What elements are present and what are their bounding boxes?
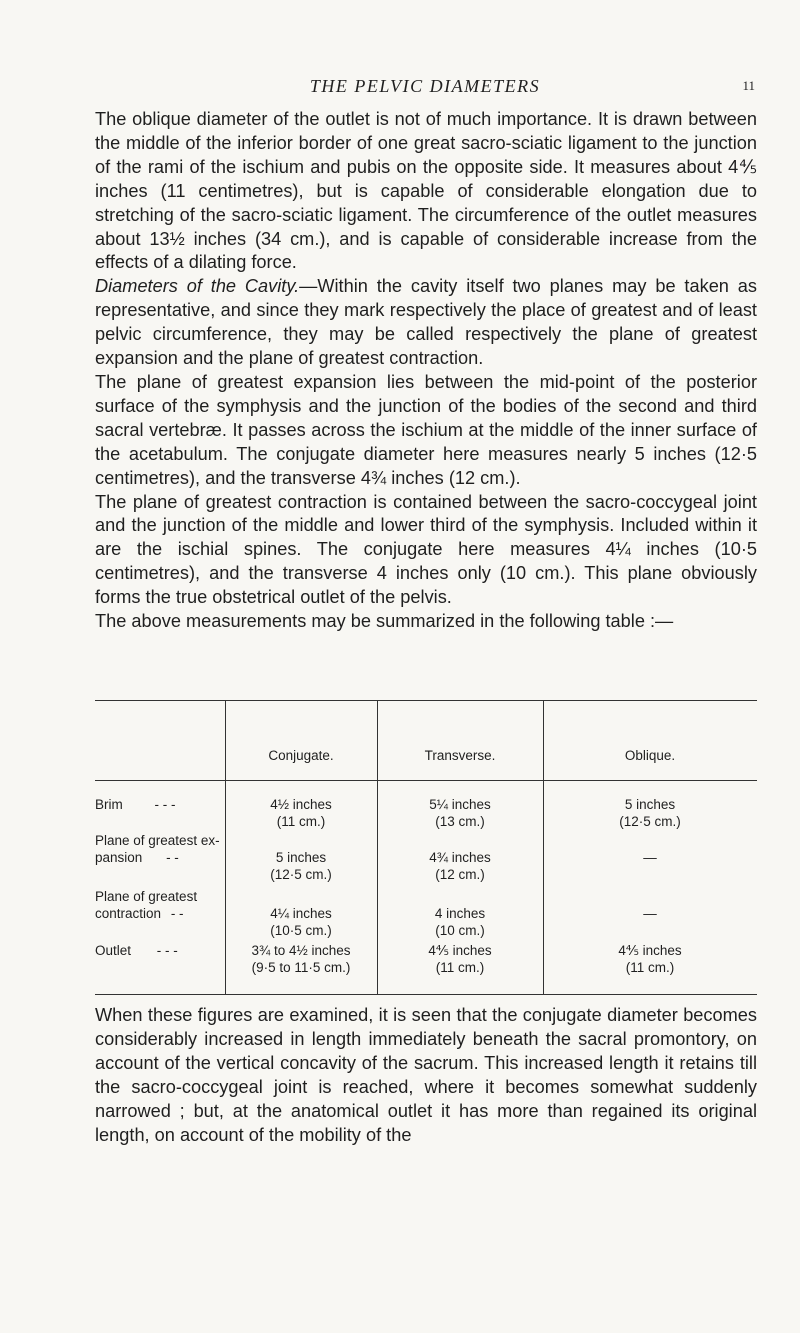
page-number: 11: [742, 78, 755, 93]
cell-expansion-conjugate: 5 inches (12·5 cm.): [270, 850, 332, 882]
paragraph-conclusion: When these figures are examined, it is seen that the conjugate diameter becomes considerably increased in length immediately beneath the sacral promontory, on account of the vertical concavity of the sacrum. This increased length it retains till the sacro-coccygeal joint is reached, where it becomes somewhat suddenly narrowed ; but, at the anatomical outlet it has more than regained its original length, on account of the mobility of the: [95, 1005, 757, 1145]
table-bottom-rule: [95, 994, 757, 995]
body-text-bottom: [95, 1004, 757, 1147]
body-text-top: [95, 108, 757, 634]
table-header-rule: [95, 780, 757, 781]
column-header-transverse: Transverse.: [424, 748, 496, 763]
column-header-conjugate: Conjugate.: [268, 748, 334, 763]
cell-outlet-oblique: 4⅘ inches (11 cm.): [618, 943, 682, 975]
row-label-expansion: Plane of greatest ex- pansion - -: [95, 833, 220, 865]
cell-contraction-oblique: —: [643, 906, 657, 921]
cell-contraction-conjugate: 4¼ inches (10·5 cm.): [270, 906, 332, 938]
cell-outlet-conjugate: 3¾ to 4½ inches (9·5 to 11·5 cm.): [251, 943, 351, 975]
row-label-brim: Brim - - -: [95, 797, 176, 812]
paragraph-cavity: [95, 275, 757, 371]
cell-expansion-transverse: 4¾ inches (12 cm.): [429, 850, 491, 882]
row-label-contraction: Plane of greatest contraction - -: [95, 889, 198, 921]
cell-expansion-oblique: —: [643, 850, 657, 865]
cell-brim-oblique: 5 inches (12·5 cm.): [619, 797, 681, 829]
paragraph-oblique-outlet: The oblique diameter of the outlet is not of much importance. It is drawn between the middle of the inferior border of one great sacro-sciatic ligament to the junction of the rami of the ischium and pubis on the opposite side. It measures about 4⅘ inches (11 centimetres), but is capable of considerable elongation due to stretching of the sacro-sciatic ligament. The circumference of the outlet measures about 13½ inches (34 cm.), and is capable of considerable increase from the effects of a dilating force.: [95, 109, 757, 273]
cell-brim-conjugate: 4½ inches (11 cm.): [270, 797, 332, 829]
column-header-oblique: Oblique.: [624, 748, 676, 763]
cell-brim-transverse: 5¼ inches (13 cm.): [429, 797, 491, 829]
page-header: [95, 76, 755, 106]
cell-outlet-transverse: 4⅘ inches (11 cm.): [428, 943, 492, 975]
paragraph-greatest-expansion: The plane of greatest expansion lies between the mid-point of the posterior surface of the symphysis and the junction of the bodies of the second and third sacral vertebræ. It passes across the ischium at the middle of the inner surface of the acetabulum. The conjugate diameter here measures nearly 5 inches (12·5 centimetres), and the transverse 4¾ inches (12 cm.).: [95, 371, 757, 488]
row-label-outlet: Outlet - - -: [95, 943, 178, 958]
paragraph-table-intro: The above measurements may be summarized in the following table :—: [95, 611, 674, 632]
table-top-rule: [95, 700, 757, 701]
paragraph-cavity-text: —Within the cavity itself two planes may be taken as representative, and since they mark respectively the place of greatest and of least pelvic circumference, they may be called respectively the plane of greatest expansion and the plane of greatest contraction.: [95, 276, 757, 369]
paragraph-greatest-contraction: The plane of greatest contraction is contained between the sacro-coccygeal joint and the junction of the middle and lower third of the symphysis. Included within it are the ischial spines. The conjugate here measures 4¼ inches (10·5 centimetres), and the transverse 4 inches only (10 cm.). This plane obviously forms the true obstetrical outlet of the pelvis.: [95, 491, 757, 608]
running-title: THE PELVIC DIAMETERS: [309, 76, 541, 96]
section-heading-cavity: Diameters of the Cavity.: [95, 276, 300, 297]
cell-contraction-transverse: 4 inches (10 cm.): [434, 906, 486, 938]
